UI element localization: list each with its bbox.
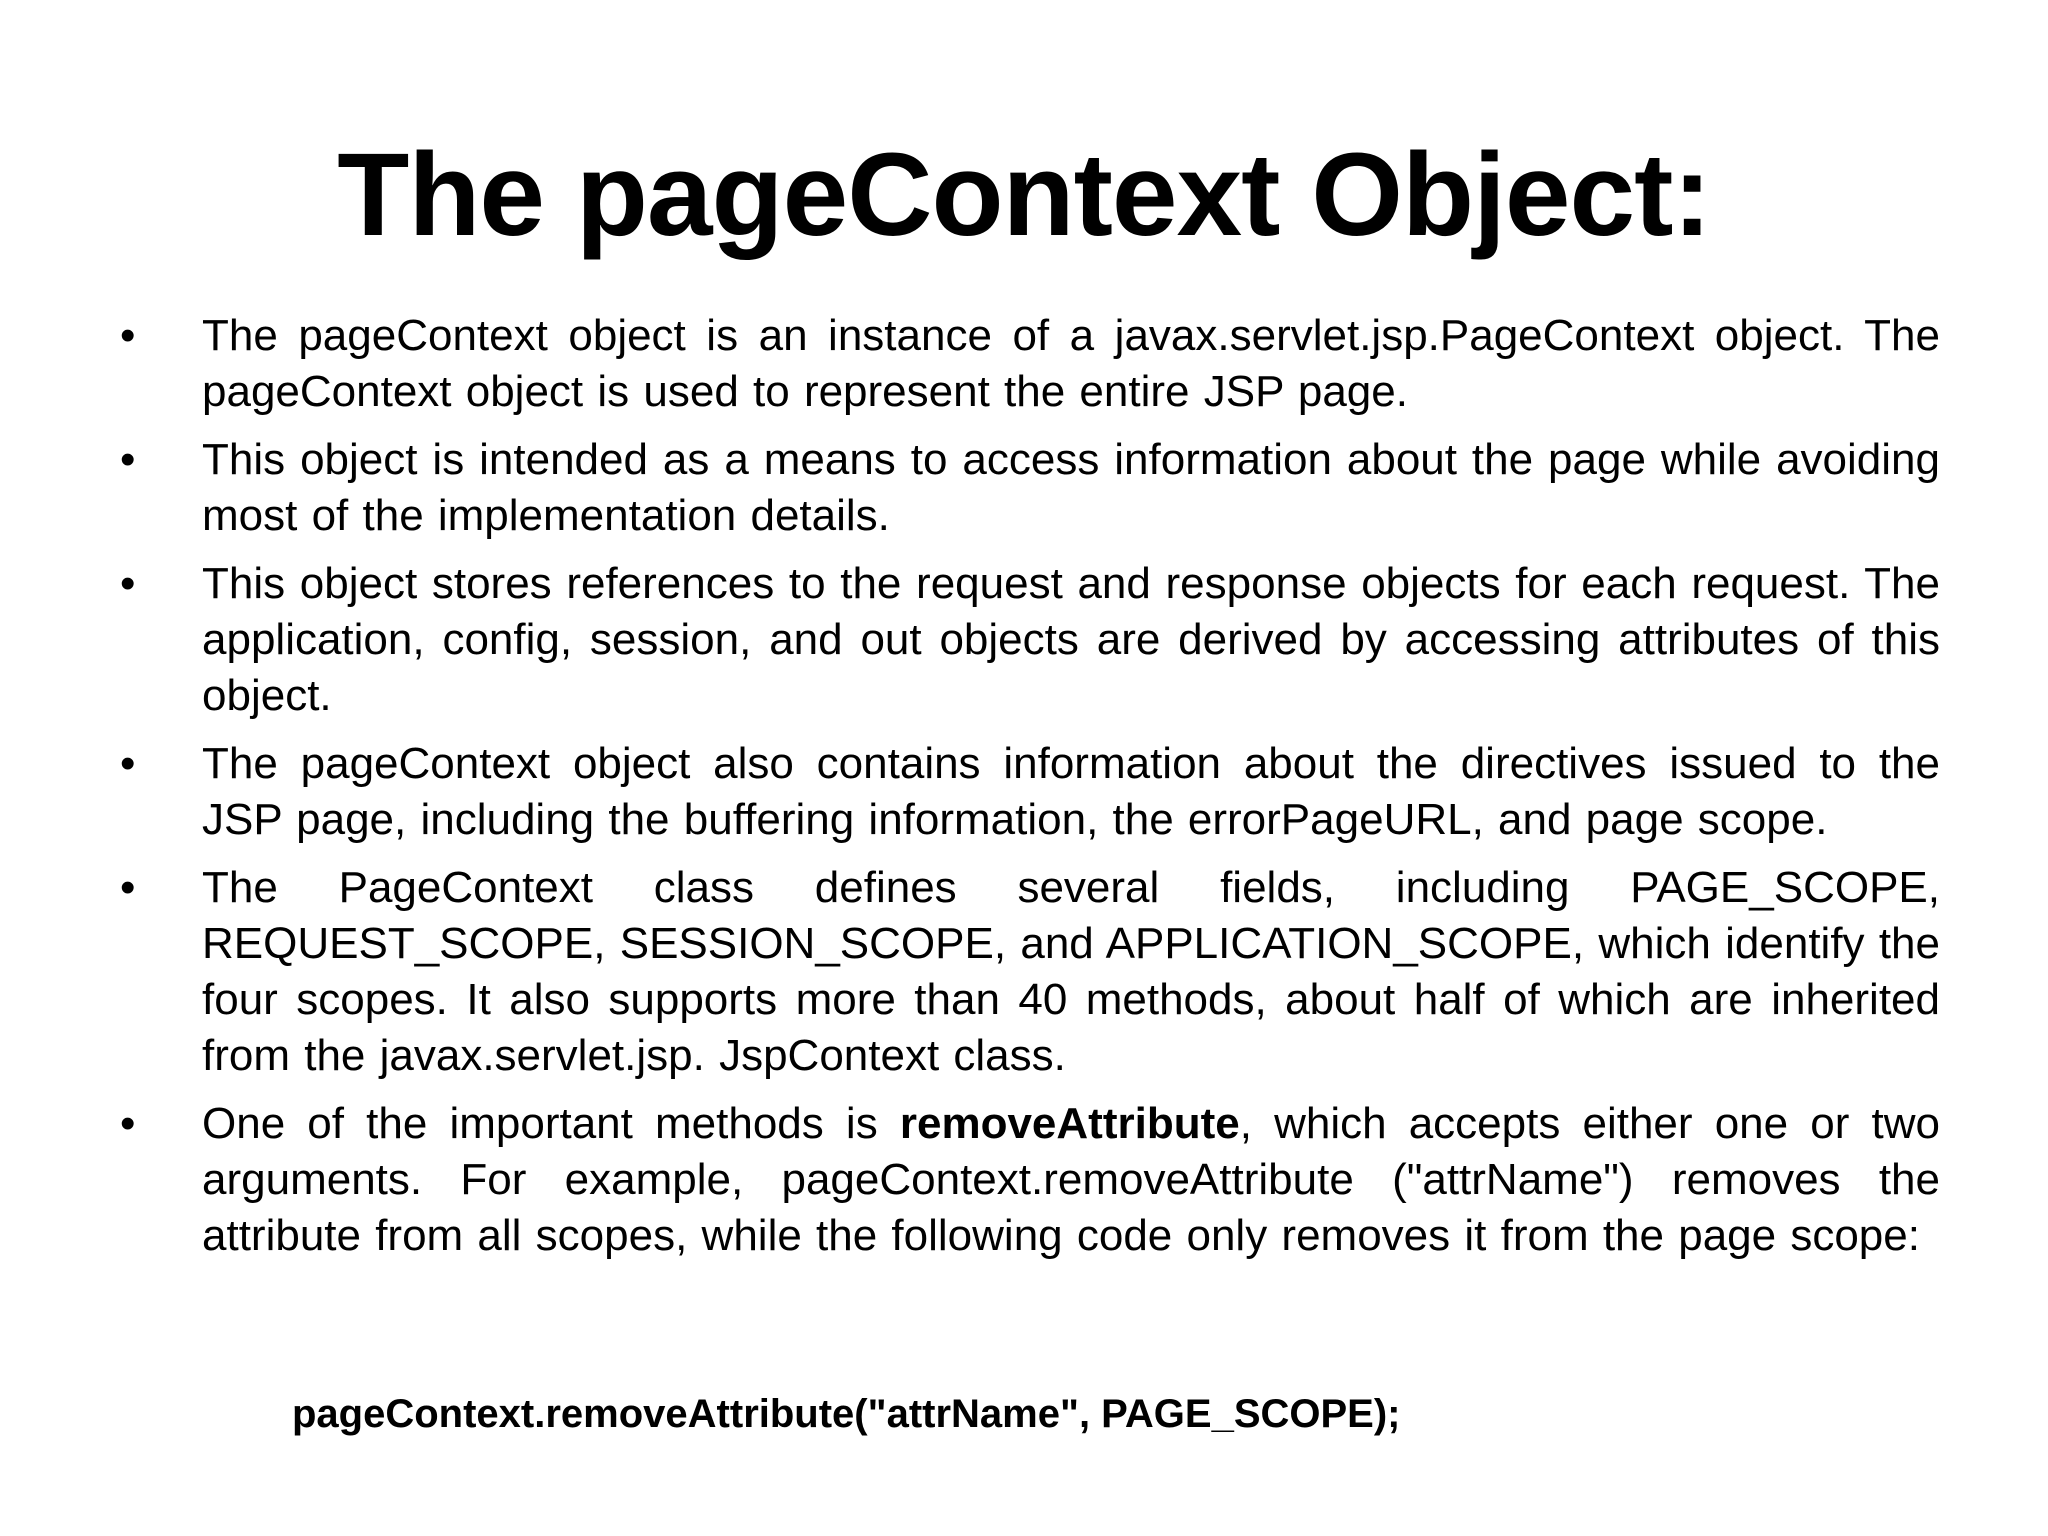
bullet-text-before: One of the important methods is [202,1099,900,1148]
bullet-text-after: , which accepts either one or two arguments. For example, pageContext.removeAttribute ("attrName") removes the attribute from all scopes, while the following code only removes it from the page scope: [202,1099,1940,1260]
bullet-item [120,860,1940,1084]
bullet-icon: • [120,311,136,360]
bullet-item [120,556,1940,724]
bullet-icon: • [120,435,136,484]
bullet-item [120,1096,1940,1264]
bullet-text: The PageContext class defines several fields, including PAGE_SCOPE, REQUEST_SCOPE, SESSION_SCOPE, and APPLICATION_SCOPE, which identify the four scopes. It also supports more than 40 methods, about half of which are inherited from the javax.servlet.jsp. JspContext class. [202,863,1940,1080]
bullet-text: The pageContext object also contains information about the directives issued to the JSP page, including the buffering information, the errorPageURL, and page scope. [202,739,1940,844]
bullet-text: This object stores references to the request and response objects for each request. The application, config, session, and out objects are derived by accessing attributes of this object. [202,559,1940,720]
bullet-item [120,308,1940,420]
slide-title: The pageContext Object: [337,129,1711,261]
bullet-item [120,736,1940,848]
code-example: pageContext.removeAttribute("attrName", PAGE_SCOPE); [292,1392,1401,1436]
bullet-list [120,308,1940,1276]
bullet-text: The pageContext object is an instance of a javax.servlet.jsp.PageContext object. The pageContext object is used to represent the entire JSP page. [202,311,1940,416]
bullet-icon: • [120,739,136,788]
bullet-text-remove-attribute [202,1096,1940,1264]
bullet-icon: • [120,559,136,608]
bullet-icon: • [120,863,136,912]
bullet-icon: • [120,1099,136,1148]
bullet-item [120,432,1940,544]
bullet-text: This object is intended as a means to access information about the page while avoiding most of the implementation details. [202,435,1940,540]
method-name-bold: removeAttribute [899,1099,1240,1148]
